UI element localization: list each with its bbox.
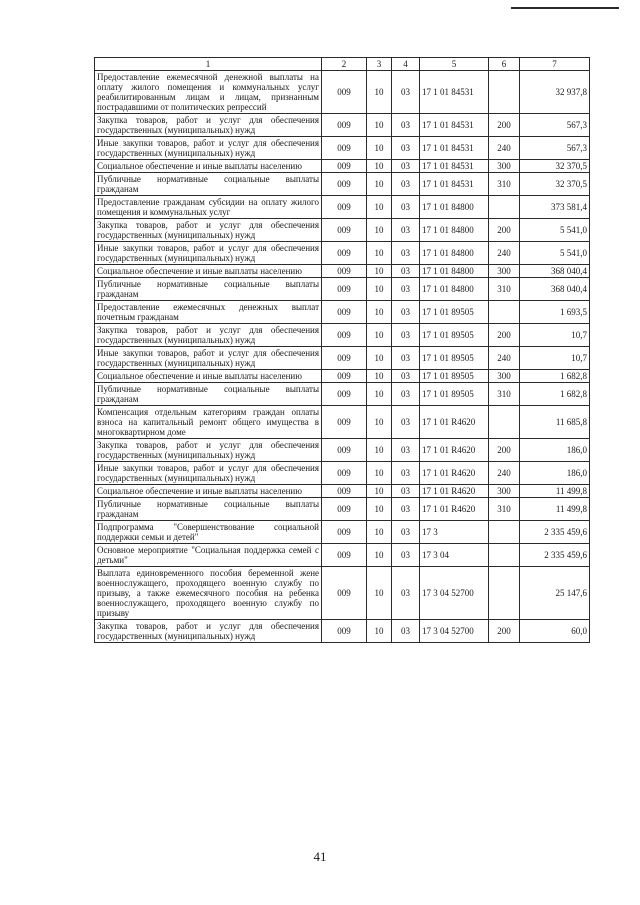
row-section-code: 10 bbox=[367, 160, 392, 173]
row-amount: 60,0 bbox=[520, 620, 590, 643]
row-amount: 1 693,5 bbox=[520, 301, 590, 324]
table-row bbox=[95, 462, 590, 485]
row-name: Подпрограмма "Совершенствование социальной поддержки семьи и детей" bbox=[95, 521, 322, 544]
row-target-article: 17 1 01 84531 bbox=[420, 160, 489, 173]
row-target-article: 17 1 01 89505 bbox=[420, 301, 489, 324]
row-amount: 32 370,5 bbox=[520, 173, 590, 196]
row-name: Иные закупки товаров, работ и услуг для обеспечения государственных (муниципальных) нужд bbox=[95, 462, 322, 485]
row-amount: 567,3 bbox=[520, 114, 590, 137]
row-grbs-code: 009 bbox=[322, 406, 367, 439]
row-name: Закупка товаров, работ и услуг для обеспечения государственных (муниципальных) нужд bbox=[95, 620, 322, 643]
row-amount: 373 581,4 bbox=[520, 196, 590, 219]
row-expense-type: 200 bbox=[489, 620, 520, 643]
row-grbs-code: 009 bbox=[322, 278, 367, 301]
row-grbs-code: 009 bbox=[322, 544, 367, 567]
table-row bbox=[95, 278, 590, 301]
table-row bbox=[95, 347, 590, 370]
row-expense-type: 310 bbox=[489, 278, 520, 301]
row-amount: 186,0 bbox=[520, 462, 590, 485]
row-expense-type: 300 bbox=[489, 485, 520, 498]
row-name: Предоставление ежемесячных денежных выплат почетным гражданам bbox=[95, 301, 322, 324]
row-amount: 32 370,5 bbox=[520, 160, 590, 173]
table-row bbox=[95, 498, 590, 521]
row-subsection-code: 03 bbox=[392, 265, 420, 278]
row-target-article: 17 1 01 R4620 bbox=[420, 485, 489, 498]
row-target-article: 17 1 01 89505 bbox=[420, 347, 489, 370]
row-subsection-code: 03 bbox=[392, 347, 420, 370]
row-grbs-code: 009 bbox=[322, 137, 367, 160]
row-expense-type bbox=[489, 406, 520, 439]
row-expense-type: 200 bbox=[489, 324, 520, 347]
row-grbs-code: 009 bbox=[322, 347, 367, 370]
column-number-row bbox=[95, 58, 590, 71]
column-number-target-article: 5 bbox=[420, 58, 489, 71]
row-section-code: 10 bbox=[367, 406, 392, 439]
table-row bbox=[95, 521, 590, 544]
row-target-article: 17 1 01 89505 bbox=[420, 370, 489, 383]
table-row bbox=[95, 160, 590, 173]
row-name: Публичные нормативные социальные выплаты гражданам bbox=[95, 173, 322, 196]
row-expense-type: 200 bbox=[489, 439, 520, 462]
row-amount: 368 040,4 bbox=[520, 265, 590, 278]
row-target-article: 17 1 01 R4620 bbox=[420, 439, 489, 462]
row-grbs-code: 009 bbox=[322, 370, 367, 383]
row-expense-type: 300 bbox=[489, 265, 520, 278]
row-target-article: 17 1 01 84531 bbox=[420, 114, 489, 137]
row-subsection-code: 03 bbox=[392, 114, 420, 137]
row-expense-type bbox=[489, 567, 520, 620]
row-grbs-code: 009 bbox=[322, 498, 367, 521]
row-grbs-code: 009 bbox=[322, 301, 367, 324]
row-expense-type: 200 bbox=[489, 114, 520, 137]
row-name: Социальное обеспечение и иные выплаты населению bbox=[95, 485, 322, 498]
row-grbs-code: 009 bbox=[322, 383, 367, 406]
row-name: Социальное обеспечение и иные выплаты населению bbox=[95, 265, 322, 278]
row-amount: 25 147,6 bbox=[520, 567, 590, 620]
table-row bbox=[95, 137, 590, 160]
row-amount: 2 335 459,6 bbox=[520, 544, 590, 567]
row-section-code: 10 bbox=[367, 567, 392, 620]
row-target-article: 17 1 01 R4620 bbox=[420, 462, 489, 485]
row-target-article: 17 1 01 R4620 bbox=[420, 498, 489, 521]
table-row bbox=[95, 71, 590, 114]
row-amount: 11 499,8 bbox=[520, 485, 590, 498]
table-row bbox=[95, 324, 590, 347]
row-name: Предоставление ежемесячной денежной выплаты на оплату жилого помещения и коммунальных услуг реабилитированным лицам и лицам, признанным пострадавшими от политических репрессий bbox=[95, 71, 322, 114]
row-subsection-code: 03 bbox=[392, 301, 420, 324]
row-section-code: 10 bbox=[367, 278, 392, 301]
row-target-article: 17 1 01 84800 bbox=[420, 196, 489, 219]
budget-table bbox=[94, 57, 590, 643]
row-name: Публичные нормативные социальные выплаты гражданам bbox=[95, 498, 322, 521]
table-row bbox=[95, 173, 590, 196]
row-grbs-code: 009 bbox=[322, 173, 367, 196]
row-subsection-code: 03 bbox=[392, 71, 420, 114]
row-target-article: 17 1 01 84531 bbox=[420, 71, 489, 114]
column-number-amount: 7 bbox=[520, 58, 590, 71]
row-section-code: 10 bbox=[367, 439, 392, 462]
row-subsection-code: 03 bbox=[392, 242, 420, 265]
page-number: 41 bbox=[313, 849, 327, 864]
row-target-article: 17 1 01 84800 bbox=[420, 265, 489, 278]
row-subsection-code: 03 bbox=[392, 160, 420, 173]
row-grbs-code: 009 bbox=[322, 265, 367, 278]
row-section-code: 10 bbox=[367, 265, 392, 278]
row-target-article: 17 3 bbox=[420, 521, 489, 544]
table-row bbox=[95, 196, 590, 219]
row-expense-type: 240 bbox=[489, 242, 520, 265]
row-subsection-code: 03 bbox=[392, 544, 420, 567]
row-target-article: 17 1 01 84531 bbox=[420, 137, 489, 160]
table-row bbox=[95, 567, 590, 620]
row-grbs-code: 009 bbox=[322, 567, 367, 620]
row-name: Публичные нормативные социальные выплаты гражданам bbox=[95, 278, 322, 301]
table-row bbox=[95, 406, 590, 439]
table-row bbox=[95, 265, 590, 278]
column-number-section: 3 bbox=[367, 58, 392, 71]
row-name: Выплата единовременного пособия беременной жене военнослужащего, проходящего военную службу по призыву, а также ежемесячного пособия на ребенка военнослужащего, проходящего военную службу по призыву bbox=[95, 567, 322, 620]
row-name: Закупка товаров, работ и услуг для обеспечения государственных (муниципальных) нужд bbox=[95, 114, 322, 137]
row-name: Иные закупки товаров, работ и услуг для обеспечения государственных (муниципальных) нужд bbox=[95, 137, 322, 160]
row-section-code: 10 bbox=[367, 219, 392, 242]
row-name: Закупка товаров, работ и услуг для обеспечения государственных (муниципальных) нужд bbox=[95, 324, 322, 347]
row-target-article: 17 1 01 84800 bbox=[420, 219, 489, 242]
row-amount: 11 685,8 bbox=[520, 406, 590, 439]
row-section-code: 10 bbox=[367, 301, 392, 324]
column-number-grbs: 2 bbox=[322, 58, 367, 71]
column-number-subsection: 4 bbox=[392, 58, 420, 71]
row-amount: 2 335 459,6 bbox=[520, 521, 590, 544]
table-row bbox=[95, 219, 590, 242]
row-expense-type: 240 bbox=[489, 137, 520, 160]
row-subsection-code: 03 bbox=[392, 278, 420, 301]
row-amount: 5 541,0 bbox=[520, 242, 590, 265]
row-expense-type bbox=[489, 196, 520, 219]
row-subsection-code: 03 bbox=[392, 498, 420, 521]
row-name: Закупка товаров, работ и услуг для обеспечения государственных (муниципальных) нужд bbox=[95, 219, 322, 242]
row-name: Компенсация отдельным категориям граждан оплаты взноса на капитальный ремонт общего имущества в многоквартирном доме bbox=[95, 406, 322, 439]
row-name: Социальное обеспечение и иные выплаты населению bbox=[95, 370, 322, 383]
row-grbs-code: 009 bbox=[322, 160, 367, 173]
row-name: Публичные нормативные социальные выплаты гражданам bbox=[95, 383, 322, 406]
row-target-article: 17 1 01 84800 bbox=[420, 278, 489, 301]
table-row bbox=[95, 485, 590, 498]
row-expense-type: 240 bbox=[489, 347, 520, 370]
table-row bbox=[95, 114, 590, 137]
table-row bbox=[95, 370, 590, 383]
row-subsection-code: 03 bbox=[392, 196, 420, 219]
row-amount: 10,7 bbox=[520, 347, 590, 370]
table-row bbox=[95, 242, 590, 265]
row-section-code: 10 bbox=[367, 137, 392, 160]
row-target-article: 17 3 04 bbox=[420, 544, 489, 567]
row-section-code: 10 bbox=[367, 620, 392, 643]
row-grbs-code: 009 bbox=[322, 439, 367, 462]
row-target-article: 17 1 01 R4620 bbox=[420, 406, 489, 439]
row-name: Закупка товаров, работ и услуг для обеспечения государственных (муниципальных) нужд bbox=[95, 439, 322, 462]
row-amount: 32 937,8 bbox=[520, 71, 590, 114]
row-section-code: 10 bbox=[367, 383, 392, 406]
row-subsection-code: 03 bbox=[392, 173, 420, 196]
row-amount: 567,3 bbox=[520, 137, 590, 160]
row-section-code: 10 bbox=[367, 544, 392, 567]
row-amount: 10,7 bbox=[520, 324, 590, 347]
row-grbs-code: 009 bbox=[322, 324, 367, 347]
row-amount: 1 682,8 bbox=[520, 383, 590, 406]
row-subsection-code: 03 bbox=[392, 620, 420, 643]
row-name: Основное мероприятие "Социальная поддержка семей с детьми" bbox=[95, 544, 322, 567]
row-section-code: 10 bbox=[367, 71, 392, 114]
row-name: Иные закупки товаров, работ и услуг для обеспечения государственных (муниципальных) нужд bbox=[95, 242, 322, 265]
row-amount: 1 682,8 bbox=[520, 370, 590, 383]
row-section-code: 10 bbox=[367, 485, 392, 498]
row-grbs-code: 009 bbox=[322, 219, 367, 242]
row-section-code: 10 bbox=[367, 173, 392, 196]
row-section-code: 10 bbox=[367, 324, 392, 347]
row-expense-type: 310 bbox=[489, 173, 520, 196]
table-row bbox=[95, 439, 590, 462]
row-expense-type: 240 bbox=[489, 462, 520, 485]
row-subsection-code: 03 bbox=[392, 383, 420, 406]
row-target-article: 17 1 01 89505 bbox=[420, 324, 489, 347]
row-section-code: 10 bbox=[367, 242, 392, 265]
row-expense-type: 310 bbox=[489, 383, 520, 406]
row-grbs-code: 009 bbox=[322, 462, 367, 485]
row-subsection-code: 03 bbox=[392, 439, 420, 462]
row-target-article: 17 3 04 52700 bbox=[420, 620, 489, 643]
row-grbs-code: 009 bbox=[322, 485, 367, 498]
row-expense-type bbox=[489, 71, 520, 114]
row-target-article: 17 3 04 52700 bbox=[420, 567, 489, 620]
column-number-name: 1 bbox=[95, 58, 322, 71]
row-subsection-code: 03 bbox=[392, 462, 420, 485]
row-expense-type bbox=[489, 544, 520, 567]
row-section-code: 10 bbox=[367, 521, 392, 544]
table-row bbox=[95, 620, 590, 643]
row-target-article: 17 1 01 89505 bbox=[420, 383, 489, 406]
table-row bbox=[95, 383, 590, 406]
row-section-code: 10 bbox=[367, 370, 392, 383]
row-name: Социальное обеспечение и иные выплаты населению bbox=[95, 160, 322, 173]
row-target-article: 17 1 01 84531 bbox=[420, 173, 489, 196]
scan-edge-line bbox=[511, 7, 619, 9]
row-amount: 368 040,4 bbox=[520, 278, 590, 301]
row-expense-type: 300 bbox=[489, 160, 520, 173]
row-subsection-code: 03 bbox=[392, 485, 420, 498]
row-expense-type: 300 bbox=[489, 370, 520, 383]
row-section-code: 10 bbox=[367, 196, 392, 219]
row-subsection-code: 03 bbox=[392, 521, 420, 544]
row-section-code: 10 bbox=[367, 347, 392, 370]
table-row bbox=[95, 301, 590, 324]
row-grbs-code: 009 bbox=[322, 620, 367, 643]
row-expense-type bbox=[489, 301, 520, 324]
row-subsection-code: 03 bbox=[392, 137, 420, 160]
row-amount: 186,0 bbox=[520, 439, 590, 462]
row-name: Иные закупки товаров, работ и услуг для обеспечения государственных (муниципальных) нужд bbox=[95, 347, 322, 370]
row-name: Предоставление гражданам субсидии на оплату жилого помещения и коммунальных услуг bbox=[95, 196, 322, 219]
row-expense-type bbox=[489, 521, 520, 544]
column-number-expense-type: 6 bbox=[489, 58, 520, 71]
row-subsection-code: 03 bbox=[392, 324, 420, 347]
row-target-article: 17 1 01 84800 bbox=[420, 242, 489, 265]
row-grbs-code: 009 bbox=[322, 196, 367, 219]
row-subsection-code: 03 bbox=[392, 406, 420, 439]
row-grbs-code: 009 bbox=[322, 71, 367, 114]
row-subsection-code: 03 bbox=[392, 370, 420, 383]
table-row bbox=[95, 544, 590, 567]
row-subsection-code: 03 bbox=[392, 219, 420, 242]
row-expense-type: 310 bbox=[489, 498, 520, 521]
row-grbs-code: 009 bbox=[322, 114, 367, 137]
row-amount: 5 541,0 bbox=[520, 219, 590, 242]
row-grbs-code: 009 bbox=[322, 521, 367, 544]
row-section-code: 10 bbox=[367, 462, 392, 485]
row-grbs-code: 009 bbox=[322, 242, 367, 265]
row-section-code: 10 bbox=[367, 498, 392, 521]
row-expense-type: 200 bbox=[489, 219, 520, 242]
row-amount: 11 499,8 bbox=[520, 498, 590, 521]
row-subsection-code: 03 bbox=[392, 567, 420, 620]
row-section-code: 10 bbox=[367, 114, 392, 137]
